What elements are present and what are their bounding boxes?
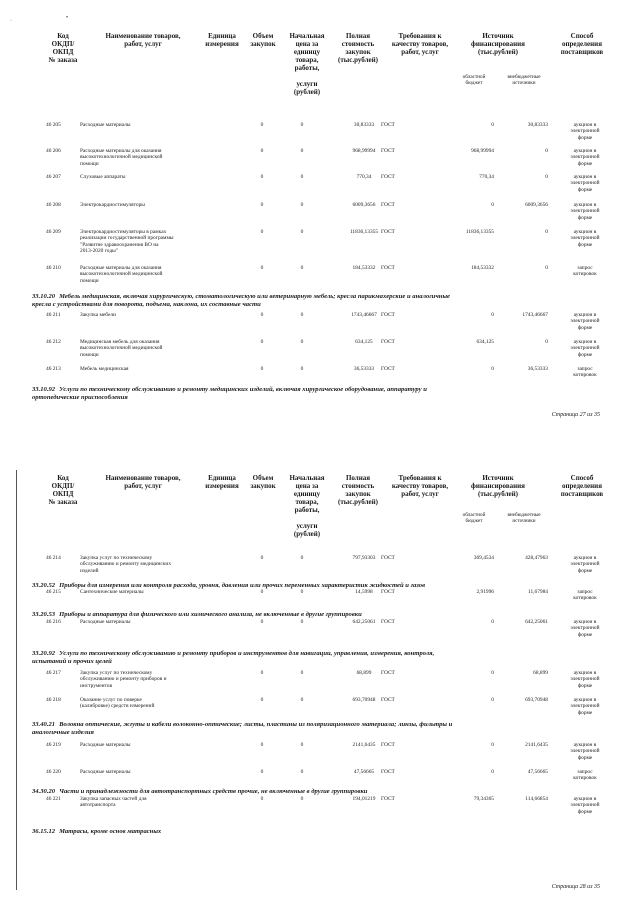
row-extra: 0: [545, 174, 548, 180]
header-name: Наименование товаров, работ, услуг: [105, 32, 181, 48]
row-requirements: ГОСТ: [381, 265, 395, 271]
row-code: 46 214: [46, 555, 61, 561]
row-price: 0: [300, 174, 304, 180]
row-regional: 0: [491, 697, 494, 703]
row-name: Закупка услуг по техническому обслуживанию и ремонту приборов и инструментов: [80, 670, 167, 689]
row-cost: 68,899: [356, 670, 372, 676]
row-volume: 0: [260, 619, 264, 625]
section-heading: [32, 293, 602, 309]
row-method: аукцион в электронной форме: [570, 796, 600, 815]
row-regional: 634,125: [476, 339, 494, 345]
section-heading: [32, 650, 602, 666]
section-code: 33.20.53: [32, 611, 56, 618]
page-number: Страница 27 из 35: [551, 412, 600, 418]
row-name: Расходные материалы: [80, 769, 131, 775]
section-text: Приборы и аппаратура для физического или химического анализа, не включенные в другие группировки: [59, 611, 362, 618]
row-regional: 11836,13355: [465, 229, 494, 235]
row-code: 46 220: [46, 769, 61, 775]
row-requirements: ГОСТ: [381, 174, 395, 180]
row-extra: 30,83333: [527, 122, 548, 128]
row-name: Закупка мебели: [80, 312, 116, 318]
row-name: Расходные материалы: [80, 122, 131, 128]
section-code: 36.15.12: [32, 828, 56, 835]
header-cost: Полная стоимость закупок (тыс.рублей): [337, 474, 379, 506]
row-requirements: ГОСТ: [381, 555, 395, 561]
row-extra: 68,899: [533, 670, 548, 676]
row-method: запрос котировок: [573, 366, 597, 379]
header-source: Источник финансирования (тыс.рублей): [471, 32, 525, 56]
row-regional: 0: [491, 366, 494, 372]
row-volume: 0: [260, 122, 264, 128]
row-cost: 634,125: [355, 339, 373, 345]
row-price: 0: [300, 742, 304, 748]
row-cost: 693,70948: [352, 697, 376, 703]
row-requirements: ГОСТ: [381, 619, 395, 625]
header-source-extra: внебюджетные источники: [507, 74, 541, 86]
row-cost: 30,83333: [353, 122, 375, 128]
section-code: 34.30.20: [32, 788, 56, 795]
header-volume: Объем закупок: [250, 32, 276, 48]
row-regional: 0: [491, 312, 494, 318]
row-cost: 1743,46667: [351, 312, 377, 318]
row-volume: 0: [260, 555, 264, 561]
row-code: 46 208: [46, 202, 61, 208]
row-method: аукцион в электронной форме: [570, 555, 600, 574]
row-code: 46 207: [46, 174, 61, 180]
row-price: 0: [300, 769, 304, 775]
row-volume: 0: [260, 312, 264, 318]
section-heading: [32, 828, 602, 836]
row-extra: 47,56665: [527, 769, 548, 775]
row-method: аукцион в электронной форме: [570, 339, 600, 358]
row-regional: 79,34365: [473, 796, 494, 802]
row-name: Расходные материалы: [80, 619, 131, 625]
header-unit: Единица измерения: [205, 474, 239, 490]
row-cost: 36,53333: [353, 366, 375, 372]
row-requirements: ГОСТ: [381, 670, 395, 676]
row-method: аукцион в электронной форме: [570, 619, 600, 638]
header-method: Способ определения поставщиков: [560, 474, 604, 498]
row-method: аукцион в электронной форме: [570, 229, 600, 248]
row-method: запрос котировок: [573, 769, 597, 782]
row-volume: 0: [260, 366, 264, 372]
row-volume: 0: [260, 202, 264, 208]
header-code: Код ОКДП/ ОКПД № заказа: [48, 474, 78, 506]
row-code: 46 215: [46, 589, 61, 595]
header-price: Начальная цена за единицу товара, работы, услуги (рублей): [289, 32, 325, 96]
row-code: 46 216: [46, 619, 61, 625]
row-extra: 0: [545, 265, 548, 271]
row-extra: 0: [545, 339, 548, 345]
row-code: 46 218: [46, 697, 61, 703]
row-extra: 0: [545, 148, 548, 154]
row-name: Мебель медицинская: [80, 366, 129, 372]
document-page-27: [0, 0, 640, 430]
document-page-28: [0, 452, 640, 905]
header-requirements: Требования к качеству товаров, работ, услуг: [391, 474, 449, 498]
row-price: 0: [300, 202, 304, 208]
header-source-regional: областной бюджет: [462, 74, 486, 86]
row-price: 0: [300, 555, 304, 561]
row-extra: 642,25061: [525, 619, 548, 625]
section-text: Части и принадлежности для автотранспортных средств прочие, не включенные в другие группировки: [59, 788, 368, 795]
section-text: Волокна оптические, жгуты и кабели волоконно-оптические; листы, пластины из поляризационного материала; линзы, фильтры и аналогичные изделия: [32, 721, 453, 736]
row-price: 0: [300, 339, 304, 345]
row-code: 46 213: [46, 366, 61, 372]
row-regional: 0: [491, 769, 494, 775]
row-regional: 0: [491, 742, 494, 748]
row-name: Расходные материалы: [80, 742, 131, 748]
header-volume: Объем закупок: [250, 474, 276, 490]
row-requirements: ГОСТ: [381, 366, 395, 372]
header-requirements: Требования к качеству товаров, работ, услуг: [391, 32, 449, 56]
row-price: 0: [300, 366, 304, 372]
header-source: Источник финансирования (тыс.рублей): [471, 474, 525, 498]
row-cost: 642,25061: [352, 619, 376, 625]
row-code: 46 217: [46, 670, 61, 676]
row-name: Медицинская мебель для оказания высокотехнологичной медицинской помощи: [80, 339, 163, 358]
scan-mark-dot: •: [66, 15, 69, 21]
row-regional: 770,34: [479, 174, 494, 180]
row-method: аукцион в электронной форме: [570, 202, 600, 221]
row-price: 0: [300, 697, 304, 703]
row-requirements: ГОСТ: [381, 697, 395, 703]
row-volume: 0: [260, 742, 264, 748]
row-requirements: ГОСТ: [381, 122, 395, 128]
section-text: Мебель медицинская, включая хирургическую, стоматологическую или ветеринарную мебель; кресла парикмахерские и аналогичные кресла с устройствами для поворота, подъема, наклона, их составные части: [32, 293, 450, 308]
section-heading: [32, 788, 602, 796]
row-name: Электрокардиостимуляторы в рамках реализации государственной программы "Развитие здравоохранения ВО на 2013-2020 годы": [80, 229, 174, 254]
row-name: Закупка услуг по техническому обслуживанию и ремонту медицинских изделий: [80, 555, 172, 574]
row-cost: 194,01219: [352, 796, 376, 802]
row-code: 46 210: [46, 265, 61, 271]
header-price: Начальная цена за единицу товара, работы, услуги (рублей): [289, 474, 325, 538]
row-extra: 11,67984: [527, 589, 548, 595]
row-name: Электрокардиостимуляторы: [80, 202, 145, 208]
row-cost: 14,5998: [355, 589, 373, 595]
row-price: 0: [300, 796, 304, 802]
section-heading: [32, 721, 602, 737]
row-extra: 6009,3656: [525, 202, 548, 208]
row-volume: 0: [260, 796, 264, 802]
row-regional: 0: [491, 202, 494, 208]
row-volume: 0: [260, 769, 264, 775]
row-requirements: ГОСТ: [381, 769, 395, 775]
row-extra: 114,66854: [525, 796, 548, 802]
page-number: Страница 28 из 35: [551, 884, 600, 890]
row-name: Оказание услуг по поверке (калибровке) средств измерений: [80, 697, 155, 710]
row-cost: 797,93303: [352, 555, 376, 561]
row-name: Расходные материалы для оказания высокотехнологичной медицинской помощи: [80, 148, 163, 167]
header-cost: Полная стоимость закупок (тыс.рублей): [337, 32, 379, 64]
row-price: 0: [300, 670, 304, 676]
row-requirements: ГОСТ: [381, 312, 395, 318]
header-unit: Единица измерения: [205, 32, 239, 48]
row-requirements: ГОСТ: [381, 589, 395, 595]
row-code: 46 205: [46, 122, 61, 128]
row-price: 0: [300, 589, 304, 595]
row-name: Расходные материалы для оказания высокотехнологичной медицинской помощи: [80, 265, 163, 284]
row-volume: 0: [260, 174, 264, 180]
row-price: 0: [300, 229, 304, 235]
row-price: 0: [300, 312, 304, 318]
row-volume: 0: [260, 148, 264, 154]
row-regional: 369,4534: [473, 555, 494, 561]
row-extra: 428,47963: [525, 555, 548, 561]
row-volume: 0: [260, 229, 264, 235]
row-cost: 47,56665: [353, 769, 375, 775]
row-method: аукцион в электронной форме: [570, 697, 600, 716]
row-cost: 2141,6435: [352, 742, 376, 748]
section-text: Приборы для измерения или контроля расхода, уровня, давления или прочих переменных характеристик жидкостей и газов: [59, 582, 426, 589]
header-source-regional: областной бюджет: [462, 512, 486, 524]
row-regional: 0: [491, 619, 494, 625]
section-code: 33.20.92: [32, 650, 56, 657]
section-code: 33.10.20: [32, 293, 56, 300]
row-regional: 2,91996: [476, 589, 494, 595]
row-price: 0: [300, 619, 304, 625]
row-code: 46 221: [46, 796, 61, 802]
row-extra: 2141,6435: [525, 742, 548, 748]
row-name: Сантехнические материалы: [80, 589, 144, 595]
row-code: 46 209: [46, 229, 61, 235]
section-text: Услуги по техническому обслуживанию и ремонту приборов и инструментов для навигации, управления, измерения, контроля, испытаний и прочих целей: [32, 650, 435, 665]
row-method: аукцион в электронной форме: [570, 148, 600, 167]
section-code: 33.40.21: [32, 721, 56, 728]
section-code: 33.20.52: [32, 582, 56, 589]
row-cost: 968,99994: [352, 148, 376, 154]
row-method: запрос котировок: [573, 265, 597, 278]
row-volume: 0: [260, 265, 264, 271]
row-extra: 0: [545, 229, 548, 235]
row-method: аукцион в электронной форме: [570, 174, 600, 193]
section-text: Услуги по техническому обслуживанию и ремонту медицинских изделий, включая хирургическое оборудование, аппаратуру и ортопедические приспособления: [32, 386, 427, 401]
row-price: 0: [300, 265, 304, 271]
row-price: 0: [300, 148, 304, 154]
section-heading: [32, 611, 602, 619]
row-regional: 0: [491, 670, 494, 676]
row-method: запрос котировок: [573, 589, 597, 602]
header-source-extra: внебюджетные источники: [507, 512, 541, 524]
scan-mark-dot: ·: [10, 18, 12, 24]
row-requirements: ГОСТ: [381, 202, 395, 208]
row-regional: 968,99994: [471, 148, 494, 154]
row-code: 46 211: [46, 312, 61, 318]
section-code: 33.10.92: [32, 386, 56, 393]
row-cost: 184,53332: [352, 265, 376, 271]
row-method: аукцион в электронной форме: [570, 312, 600, 331]
row-cost: 770,34: [356, 174, 372, 180]
row-code: 46 219: [46, 742, 61, 748]
row-requirements: ГОСТ: [381, 339, 395, 345]
row-cost: 6009,3656: [352, 202, 376, 208]
section-text: Матрасы, кроме основ матрасных: [59, 828, 162, 835]
row-method: аукцион в электронной форме: [570, 742, 600, 761]
row-volume: 0: [260, 339, 264, 345]
row-extra: 36,53333: [527, 366, 548, 372]
row-cost: 11836,13355: [349, 229, 379, 235]
row-code: 46 206: [46, 148, 61, 154]
row-extra: 1743,46667: [522, 312, 548, 318]
row-requirements: ГОСТ: [381, 796, 395, 802]
row-requirements: ГОСТ: [381, 229, 395, 235]
row-requirements: ГОСТ: [381, 742, 395, 748]
row-extra: 693,70948: [525, 697, 548, 703]
row-volume: 0: [260, 589, 264, 595]
row-method: аукцион в электронной форме: [570, 670, 600, 689]
row-volume: 0: [260, 697, 264, 703]
row-price: 0: [300, 122, 304, 128]
header-name: Наименование товаров, работ, услуг: [105, 474, 181, 490]
header-code: Код ОКДП/ ОКПД № заказа: [48, 32, 78, 64]
row-volume: 0: [260, 670, 264, 676]
row-regional: 0: [491, 122, 494, 128]
row-regional: 184,53332: [471, 265, 494, 271]
header-method: Способ определения поставщиков: [560, 32, 604, 56]
row-name: Закупка запасных частей для автотранспорта: [80, 796, 147, 809]
section-heading: [32, 386, 602, 402]
row-requirements: ГОСТ: [381, 148, 395, 154]
row-method: аукцион в электронной форме: [570, 122, 600, 141]
row-code: 46 212: [46, 339, 61, 345]
row-name: Слуховые аппараты: [80, 174, 126, 180]
